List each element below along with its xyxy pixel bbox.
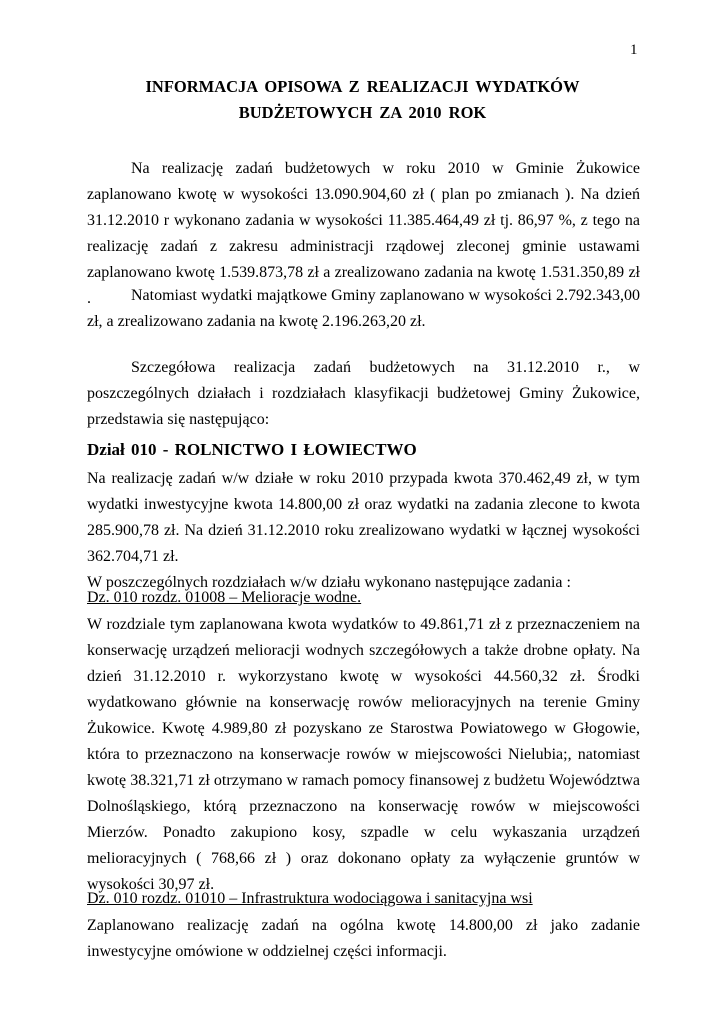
subsection-2-title: Dz. 010 rozdz. 01010 – Infrastruktura wodociągowa i sanitacyjna wsi: [87, 890, 533, 907]
detail-intro-paragraph: Szczegółowa realizacja zadań budżetowych na 31.12.2010 r., w poszczególnych działach i rozdziałach klasyfikacji budżetowej Gminy Żukowice, przedstawia się następująco:: [87, 359, 640, 428]
intro-paragraph: Na realizację zadań budżetowych w roku 2010 w Gminie Żukowice zaplanowano kwotę w wysokości 13.090.904,60 zł ( plan po zmianach ). Na dzień 31.12.2010 r wykonano zadania w wysokości 11.385.464,49 zł tj. 86,97 %, z tego na realizację zadań z zakresu administracji rządowej zleconej gminie ustawami zaplanowano kwotę 1.539.873,78 zł a zrealizowano zadania na kwotę 1.531.350,89 zł .: [87, 160, 640, 307]
section-paragraph-main: Na realizację zadań w/w działe w roku 2010 przypada kwota 370.462,49 zł, w tym wydatki inwestycyjne kwota 14.800,00 zł oraz wydatki na zadania zlecone to kwota 285.900,78 zł. Na dzień 31.12.2010 roku zrealizowano wydatki w łącznej wysokości 362.704,71 zł.: [87, 470, 640, 565]
title-line-2: BUDŻETOWYCH ZA 2010 ROK: [238, 103, 487, 122]
title-line-1: INFORMACJA OPISOWA Z REALIZACJI WYDATKÓW: [145, 77, 580, 96]
section-paragraph: [87, 466, 640, 596]
page-number: 1: [630, 42, 638, 58]
subsection-1-title: Dz. 010 rozdz. 01008 – Melioracje wodne.: [87, 589, 362, 606]
subsection-2-text: Zaplanowano realizację zadań na ogólna kwotę 14.800,00 zł jako zadanie inwestycyjne omówione w oddzielnej części informacji.: [87, 917, 640, 960]
section-heading: Dział 010 - ROLNICTWO I ŁOWIECTWO: [87, 440, 417, 459]
subsection-1-text: W rozdziale tym zaplanowana kwota wydatków to 49.861,71 zł z przeznaczeniem na konserwację urządzeń melioracji wodnych szczegółowych a także drobne opłaty. Na dzień 31.12.2010 r. wykorzystano kwotę w wysokości 44.560,32 zł. Środki wydatkowano głównie na konserwację rowów melioracyjnych na terenie Gminy Żukowice. Kwotę 4.989,80 zł pozyskano ze Starostwa Powiatowego w Głogowie, która to przeznaczono na konserwacje rowów w miejscowości Nielubia;, natomiast kwotę 38.321,71 zł otrzymano w ramach pomocy finansowej z budżetu Województwa Dolnośląskiego, którą przeznaczono na konserwację rowów w miejscowości Mierzów. Ponadto zakupiono kosy, szpadle w celu wykaszania urządzeń melioracyjnych ( 768,66 zł ) oraz dokonano opłaty za wyłączenie gruntów w wysokości 30,97 zł.: [87, 616, 640, 893]
capital-expenditure-paragraph: Natomiast wydatki majątkowe Gminy zaplanowano w wysokości 2.792.343,00 zł, a zrealizowano zadania na kwotę 2.196.263,20 zł.: [87, 287, 640, 330]
section-paragraph-last: W poszczególnych rozdziałach w/w działu wykonano następujące zadania :: [87, 574, 571, 591]
